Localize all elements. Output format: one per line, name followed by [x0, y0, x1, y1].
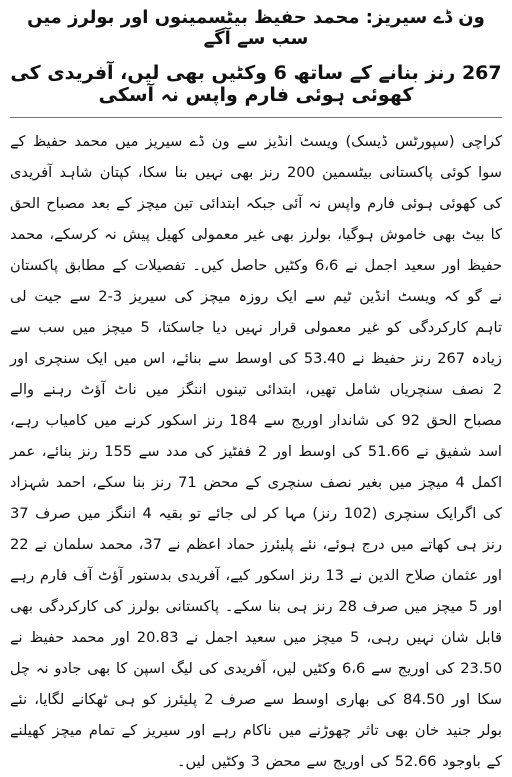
article-subheadline: 267 رنز بنانے کے ساتھ 6 وکٹیں بھی لیں، آفریدی کی کھوئی ہوئی فارم واپس نہ آسکی	[10, 62, 502, 107]
article-headline: ون ڈے سیریز: محمد حفیظ بیٹسمینوں اور بولرز میں سب سے آگے	[27, 7, 485, 49]
article-body: کراچی (سپورٹس ڈیسک) ویسٹ انڈیز سے ون ڈے سیریز میں محمد حفیظ کے سوا کوئی پاکستانی بیٹسمین 200 رنز بھی نہیں بنا سکا، کپتان شاہد آفریدی کی کھوئی ہوئی فارم واپس نہ آئی جبکہ ابتدائی تین میچز کے بعد مصباح الحق کا بیٹ بھی خاموش ہوگیا، بولرز بھی غیر معمولی کھیل پیش نہ کرسکے، محمد حفیظ اور سعید اجمل نے 6،6 وکٹیں حاصل کیں۔ تفصیلات کے مطابق پاکستان نے گو کہ ویسٹ انڈین ٹیم سے ایک روزہ میچز کی سیریز 3-2 سے جیت لی تاہم کارکردگی کو غیر معمولی قرار نہیں دیا جاسکتا، 5 میچز میں سب سے زیادہ 267 رنز حفیظ نے 53.40 کی اوسط سے بنائے، اس میں ایک سنچری اور 2 نصف سنچریاں شامل تھیں، ابتدائی تینوں اننگز میں ناٹ آؤٹ رہنے والے مصباح الحق 92 کی شاندار اوریج سے 184 رنز اسکور کرنے میں کامیاب رہے، اسد شفیق نے 51.66 کی اوسط اور 2 ففٹیز کی مدد سے 155 رنز بنائے، عمر اکمل 4 میچز میں بغیر نصف سنچری کے محض 71 رنز بنا سکے، احمد شہزاد کی اگرایک سنچری (102 رنز) مہا کر لی جائے تو بقیہ 4 اننگز میں صرف 37 رنز ہی کھاتے میں درج ہوئے، نئے پلیئرز حماد اعظم نے 37، محمد سلمان نے 22 اور عثمان صلاح الدین نے 13 رنز اسکور کیے، آفریدی بدستور آؤٹ آف فارم رہے اور 5 میچز میں صرف 28 رنز ہی بنا سکے۔ پاکستانی بولرز کی کارکردگی بھی قابل شان نہیں رہی، 5 میچز میں سعید اجمل نے 20.83 اور محمد حفیظ نے 23.50 کی اوریج سے 6،6 وکٹیں لیں، آفریدی کی لیگ اسپن کا بھی جادو نہ چل سکا اور 84.50 کی بھاری اوسط سے صرف 2 پلیئرز کو ہی ٹھکانے لگایا، نئے بولر جنید خان بھی تاثر چھوڑنے میں ناکام رہے اور سیریز کے تمام میچز کھیلنے کے باوجود 52.66 کی اوریج سے محض 3 وکٹیں لیں۔	[10, 133, 503, 771]
headline-divider	[10, 117, 502, 118]
